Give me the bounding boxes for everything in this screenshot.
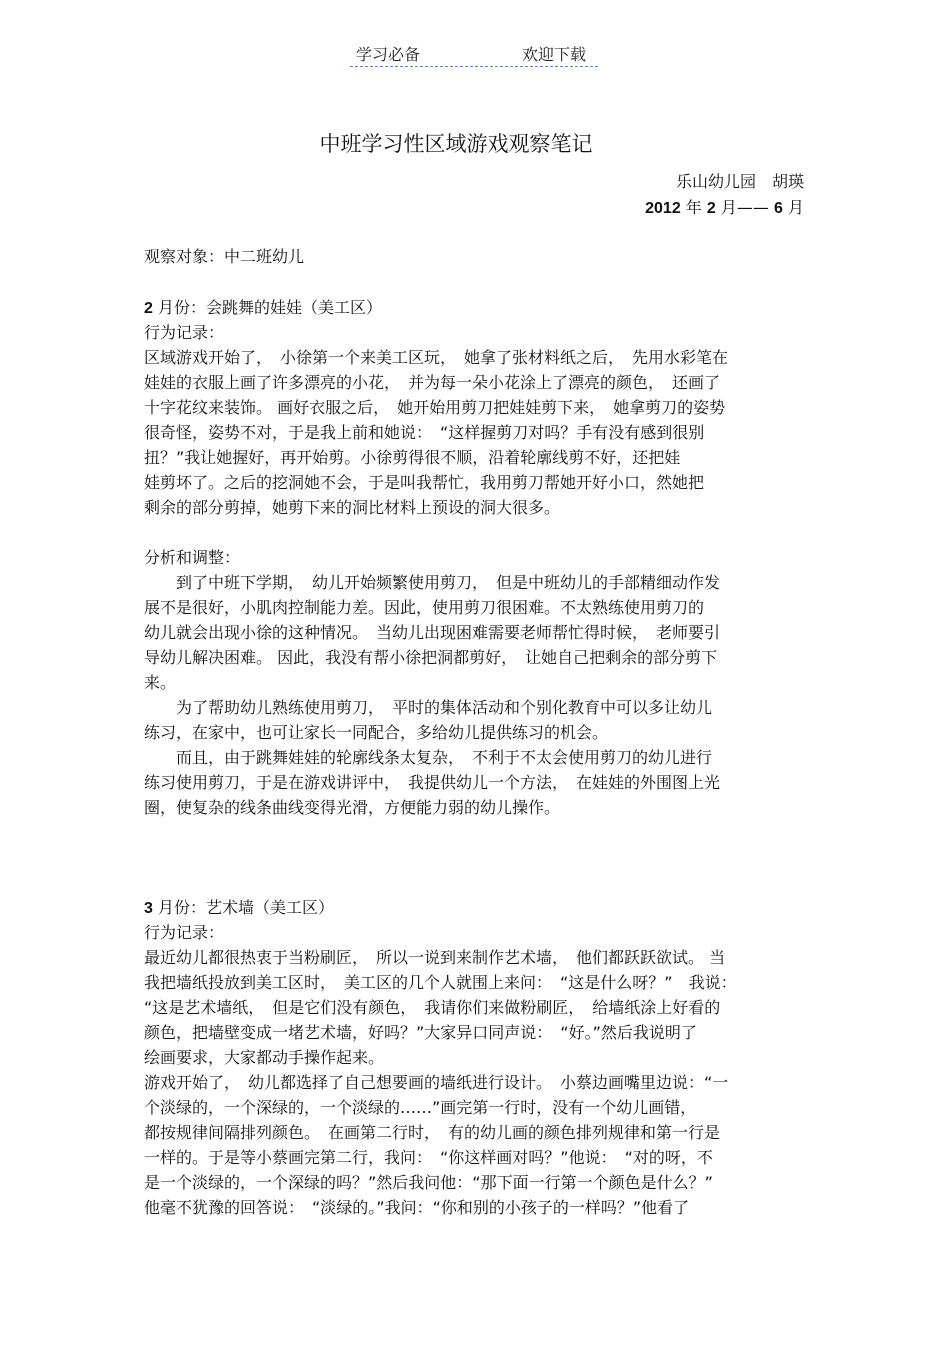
- section2-record-line: 我把墙纸投放到美工区时， 美工区的几个人就围上来问： “这是什么呀？” 我说：: [144, 973, 737, 992]
- section2-heading-text: 月份：艺术墙（美工区）: [152, 898, 334, 917]
- header-left-text: 学习必备: [356, 45, 421, 64]
- section1-record-line: 娃娃的衣服上画了许多漂亮的小花， 并为每一朵小花涂上了漂亮的颜色， 还画了: [144, 373, 721, 392]
- section1-analysis-label: 分析和调整：: [144, 548, 241, 567]
- section2-record-line: 绘画要求，大家都动手操作起来。: [144, 1048, 385, 1067]
- date-mid: 月——: [715, 198, 774, 217]
- section1-record-line: 娃剪坏了。之后的挖洞她不会，于是叫我帮忙，我用剪刀帮她开好小口，然她把: [144, 473, 705, 492]
- section1-analysis-line: 圈，使复杂的线条曲线变得光滑，方便能力弱的幼儿操作。: [144, 798, 561, 817]
- section1-analysis-line: 到了中班下学期， 幼儿开始频繁使用剪刀， 但是中班幼儿的手部精细动作发: [144, 573, 721, 592]
- date-month-start: 2: [706, 200, 716, 217]
- page-header: [350, 40, 598, 67]
- section1-analysis-line: 而且，由于跳舞娃娃的轮廓线条太复杂， 不利于不太会使用剪刀的幼儿进行: [144, 748, 713, 767]
- section1-heading-text: 月份：会跳舞的娃娃（美工区）: [152, 298, 382, 317]
- section1-analysis-line: 练习使用剪刀，于是在游戏讲评中， 我提供幼儿一个方法， 在娃娃的外围图上光: [144, 773, 721, 792]
- date-month-end: 6: [774, 200, 783, 217]
- section1-analysis-line: 为了帮助幼儿熟练使用剪刀， 平时的集体活动和个别化教育中可以多让幼儿: [144, 698, 713, 717]
- section2-month: 3: [144, 900, 153, 917]
- section1-month: 2: [144, 300, 153, 317]
- header-right-text: 欢迎下载: [522, 45, 587, 64]
- section2-record-line: 最近幼儿都很热衷于当粉刷匠， 所以一说到来制作艺术墙， 他们都跃跃欲试。 当: [144, 948, 726, 967]
- author-line: 乐山幼儿园 胡瑛: [675, 172, 804, 191]
- section2-record-line: 个淡绿的，一个深绿的，一个淡绿的……”画完第一行时，没有一个幼儿画错，: [144, 1098, 697, 1117]
- section1-heading: [144, 295, 382, 318]
- document-title: 中班学习性区域游戏观察笔记: [319, 132, 593, 156]
- section1-record-line: 很奇怪，姿势不对，于是我上前和她说： “这样握剪刀对吗？手有没有感到很别: [144, 423, 705, 442]
- section2-record-line: 他毫不犹豫的回答说： “淡绿的。”我问：“你和别的小孩子的一样吗？”他看了: [144, 1198, 690, 1217]
- section2-record-label: 行为记录：: [144, 923, 225, 942]
- section1-analysis-line: 练习，在家中，也可让家长一同配合，多给幼儿提供练习的机会。: [144, 723, 609, 742]
- section2-record-line: 是一个淡绿的，一个深绿的吗？”然后我问他：“那下面一行第一个颜色是什么？”: [144, 1173, 713, 1192]
- section1-record-line: 扭？”我让她握好，再开始剪。小徐剪得很不顺，沿着轮廓线剪不好，还把娃: [144, 448, 681, 467]
- section1-record-label: 行为记录：: [144, 323, 225, 342]
- section1-record-line: 剩余的部分剪掉，她剪下来的洞比材料上预设的洞大很多。: [144, 498, 561, 517]
- section1-analysis-line: 导幼儿解决困难。 因此，我没有帮小徐把洞都剪好， 让她自己把剩余的部分剪下: [144, 648, 718, 667]
- section2-record-line: 一样的。于是等小蔡画完第二行，我问： “你这样画对吗？”他说： “对的呀，不: [144, 1148, 713, 1167]
- section2-record-line: “这是艺术墙纸， 但是它们没有颜色， 我请你们来做粉刷匠， 给墙纸涂上好看的: [144, 998, 721, 1017]
- section2-record-line: 颜色，把墙壁变成一堵艺术墙，好吗？”大家异口同声说： “好。”然后我说明了: [144, 1023, 697, 1042]
- section2-record-line: 游戏开始了， 幼儿都选择了自己想要画的墙纸进行设计。 小蔡边画嘴里边说：“一: [144, 1073, 729, 1092]
- date-year: 2012: [645, 200, 681, 217]
- section1-record-line: 十字花纹来装饰。 画好衣服之后， 她开始用剪刀把娃娃剪下来， 她拿剪刀的姿势: [144, 398, 726, 417]
- section2-heading: [144, 895, 334, 918]
- section1-analysis-line: 幼儿就会出现小徐的这种情况。 当幼儿出现困难需要老师帮忙得时候， 老师要引: [144, 623, 721, 642]
- section1-analysis-line: 展不是很好，小肌肉控制能力差。因此，使用剪刀很困难。不太熟练使用剪刀的: [144, 598, 705, 617]
- section1-analysis-line: 来。: [144, 673, 177, 692]
- section2-record-line: 都按规律间隔排列颜色。 在画第二行时， 有的幼儿画的颜色排列规律和第一行是: [144, 1123, 721, 1142]
- observation-target: 观察对象：中二班幼儿: [144, 247, 305, 266]
- date-year-suffix: 年: [680, 198, 707, 217]
- date-month-suffix: 月: [782, 198, 804, 217]
- date-line: [645, 195, 804, 218]
- section1-record-line: 区域游戏开始了， 小徐第一个来美工区玩， 她拿了张材料纸之后， 先用水彩笔在: [144, 348, 729, 367]
